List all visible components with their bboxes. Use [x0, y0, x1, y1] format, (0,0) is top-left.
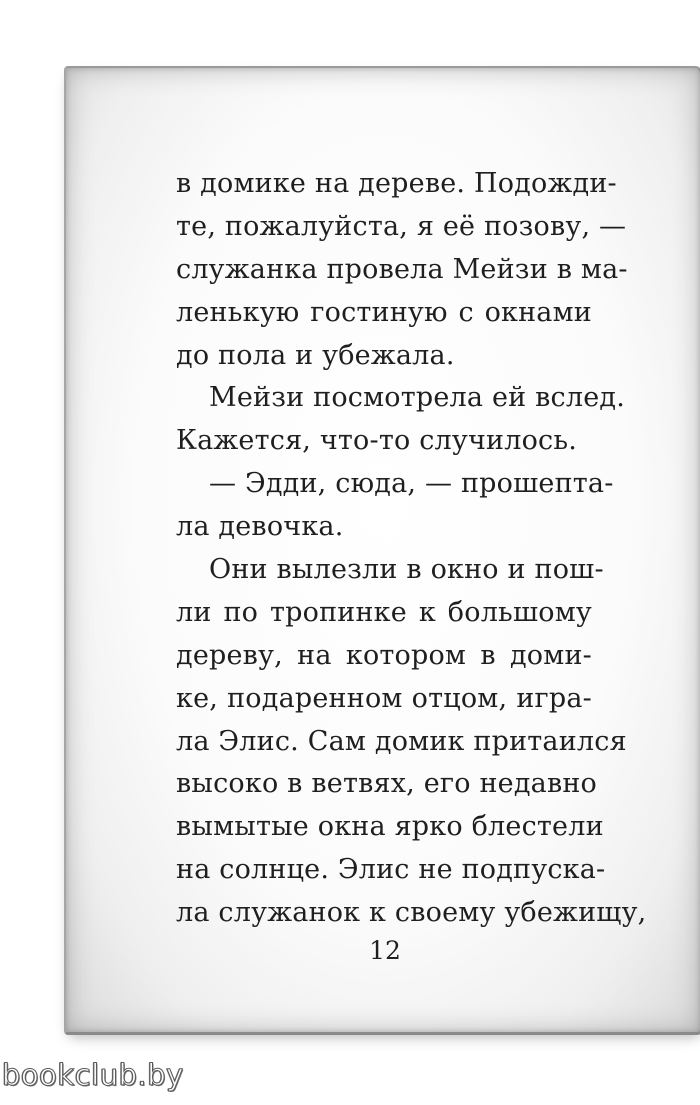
- watermark-text: bookclub.by: [2, 1058, 184, 1092]
- page-number: 12: [369, 936, 401, 965]
- text-line: в домике на дереве. Подожди-: [176, 168, 617, 199]
- text-line: ла девочка.: [176, 511, 344, 543]
- text-line: до пола и убежала.: [176, 339, 455, 371]
- text-line: — Эдди, сюда, — прошепта-: [209, 468, 614, 500]
- text-line: ли по тропинке к большому: [176, 596, 592, 628]
- text-line: Они вылезли в окно и пош-: [209, 554, 604, 586]
- text-line: дереву, на котором в доми-: [176, 639, 592, 671]
- page-text: [176, 163, 647, 935]
- text-line: ла Элис. Сам домик притаился: [176, 725, 627, 757]
- text-line: Кажется, что-то случилось.: [176, 425, 578, 457]
- text-line: вымытые окна ярко блестели: [176, 811, 604, 843]
- text-line: Мейзи посмотрела ей вслед.: [209, 382, 626, 414]
- text-line: ленькую гостиную с окнами: [176, 296, 592, 328]
- text-line: ке, подаренном отцом, игра-: [176, 682, 592, 714]
- text-line: служанка провела Мейзи в ма-: [176, 253, 628, 285]
- text-line: те, пожалуйста, я её позову, —: [176, 210, 627, 242]
- text-line: ла служанок к своему убежищу,: [176, 897, 647, 929]
- text-line: на солнце. Элис не подпуска-: [176, 854, 606, 886]
- text-line: высоко в ветвях, его недавно: [176, 768, 598, 800]
